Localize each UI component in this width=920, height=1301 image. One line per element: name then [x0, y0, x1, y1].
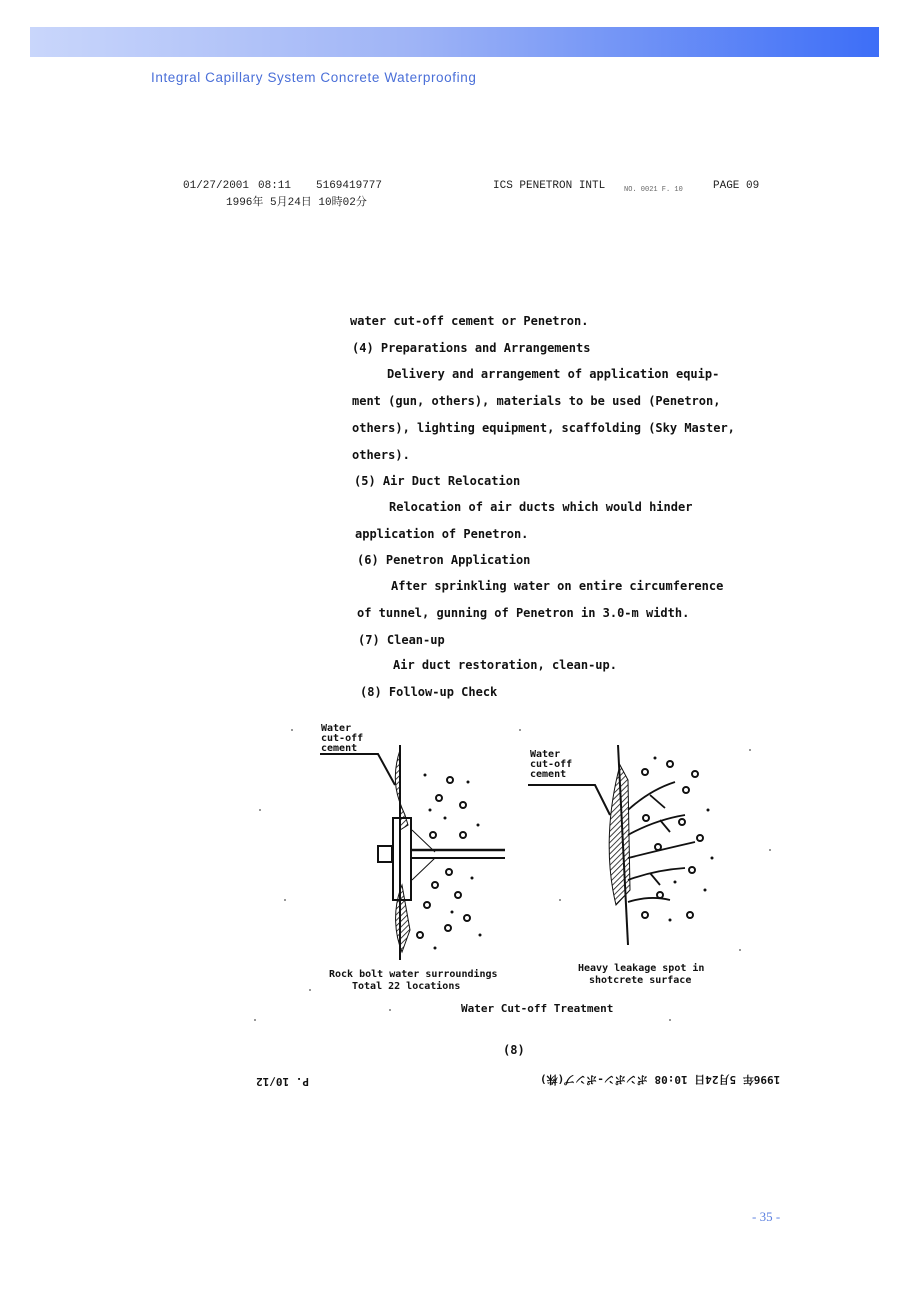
- section-heading: (5) Air Duct Relocation: [354, 474, 521, 488]
- fax-sender: ICS PENETRON INTL: [493, 180, 606, 192]
- water-cutoff-figure: [230, 690, 790, 1080]
- text-line: others).: [352, 448, 410, 462]
- figure-number: (8): [503, 1043, 525, 1057]
- section-heading: (4) Preparations and Arrangements: [352, 341, 591, 355]
- document-title: Integral Capillary System Concrete Waterproofing: [151, 70, 477, 85]
- right-label-line: cut-off: [530, 759, 573, 770]
- figure-title: Water Cut-off Treatment: [461, 1002, 614, 1015]
- right-label-line: Water: [530, 749, 561, 760]
- left-caption: Rock bolt water surroundings: [329, 969, 498, 980]
- page-number: - 35 -: [752, 1209, 781, 1224]
- section-heading: (8) Follow-up Check: [360, 685, 498, 699]
- fax-footer-left: P. 10/12: [256, 1075, 309, 1088]
- text-line: others), lighting equipment, scaffolding (Sky Master,: [352, 421, 735, 435]
- left-label-line: cut-off: [321, 733, 364, 744]
- text-line: application of Penetron.: [355, 527, 529, 541]
- fax-phone: 5169419777: [316, 180, 383, 192]
- text-line: ment (gun, others), materials to be used (Penetron,: [352, 394, 721, 408]
- fax-time: 08:11: [258, 180, 292, 192]
- header-bar: [30, 27, 879, 57]
- fax-page: PAGE 09: [713, 180, 760, 192]
- text-line: water cut-off cement or Penetron.: [350, 314, 589, 328]
- left-label-line: cement: [321, 743, 358, 754]
- section-heading: (6) Penetron Application: [357, 553, 531, 567]
- section-heading: (7) Clean-up: [358, 633, 445, 647]
- text-line: Relocation of air ducts which would hinder: [389, 500, 693, 514]
- right-label-line: cement: [530, 769, 567, 780]
- text-line: Delivery and arrangement of application equip-: [387, 367, 720, 381]
- left-label-line: Water: [321, 723, 352, 734]
- rock-bolt-diagram: [320, 745, 505, 960]
- fax-noise: NO. 0021 F. 10: [624, 186, 683, 194]
- text-line: After sprinkling water on entire circumference: [391, 579, 724, 593]
- left-caption: Total 22 locations: [352, 981, 461, 992]
- right-caption: Heavy leakage spot in: [578, 963, 705, 974]
- fax-stamp: 1996年 5月24日 10時02分: [226, 197, 367, 209]
- fax-date: 01/27/2001: [183, 180, 250, 192]
- text-line: Air duct restoration, clean-up.: [393, 658, 617, 672]
- right-caption: shotcrete surface: [589, 975, 692, 986]
- text-line: of tunnel, gunning of Penetron in 3.0-m width.: [357, 606, 690, 620]
- fax-footer-right: 1996年 5月24日 10:08 ポンポン-ポンプ(株): [540, 1073, 781, 1086]
